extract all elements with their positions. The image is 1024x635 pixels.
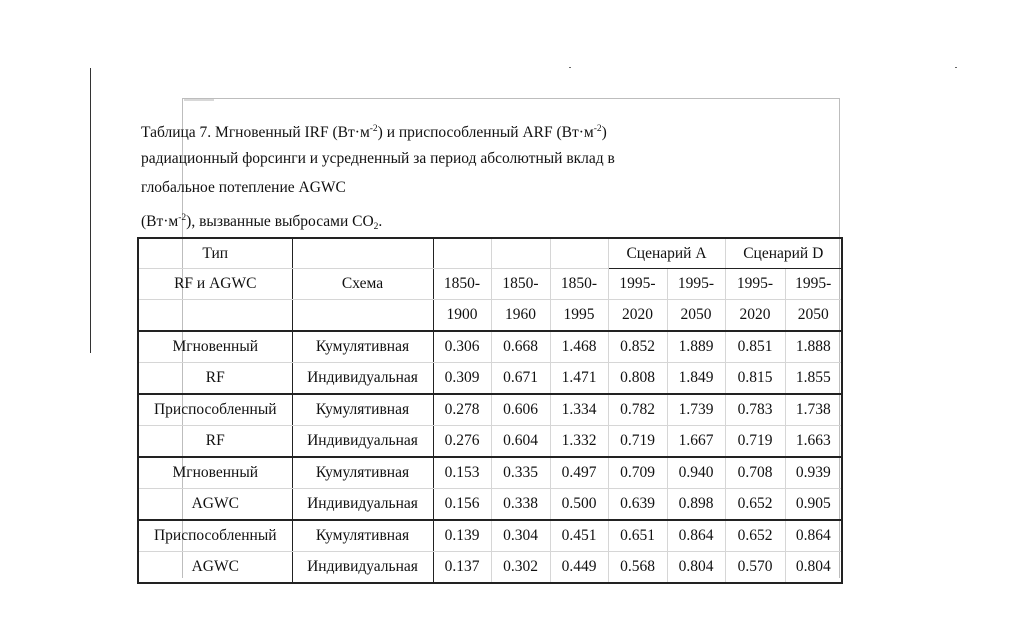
period-header-end: 2020 bbox=[608, 300, 667, 332]
value-cell: 1.738 bbox=[785, 394, 842, 426]
header-row-3 bbox=[138, 300, 842, 332]
table-row bbox=[138, 331, 842, 363]
value-cell: 0.898 bbox=[667, 489, 725, 521]
value-cell: 0.783 bbox=[725, 394, 785, 426]
value-cell: 0.652 bbox=[725, 489, 785, 521]
scheme-cell: Индивидуальная bbox=[292, 426, 433, 458]
value-cell: 0.804 bbox=[785, 552, 842, 584]
type-cell: AGWC bbox=[138, 489, 292, 521]
value-cell: 0.137 bbox=[433, 552, 491, 584]
scheme-cell: Кумулятивная bbox=[292, 457, 433, 489]
period-header-start: 1850- bbox=[550, 269, 608, 300]
period-header-end: 1995 bbox=[550, 300, 608, 332]
frame-anchor bbox=[184, 99, 214, 101]
period-header-end: 1900 bbox=[433, 300, 491, 332]
header-row-2 bbox=[138, 269, 842, 300]
period-header-start: 1850- bbox=[433, 269, 491, 300]
value-cell: 0.864 bbox=[667, 520, 725, 552]
period-header-empty bbox=[491, 238, 550, 269]
scheme-cell: Индивидуальная bbox=[292, 552, 433, 584]
value-cell: 0.568 bbox=[608, 552, 667, 584]
table-row bbox=[138, 426, 842, 458]
type-header-bottom bbox=[138, 300, 292, 332]
value-cell: 0.153 bbox=[433, 457, 491, 489]
value-cell: 0.570 bbox=[725, 552, 785, 584]
type-header-top: Тип bbox=[138, 238, 292, 269]
period-header-start: 1995- bbox=[608, 269, 667, 300]
type-header: RF и AGWC bbox=[138, 269, 292, 300]
value-cell: 0.719 bbox=[608, 426, 667, 458]
value-cell: 0.905 bbox=[785, 489, 842, 521]
value-cell: 0.139 bbox=[433, 520, 491, 552]
value-cell: 1.888 bbox=[785, 331, 842, 363]
value-cell: 0.306 bbox=[433, 331, 491, 363]
period-header-end: 1960 bbox=[491, 300, 550, 332]
table-row bbox=[138, 457, 842, 489]
value-cell: 0.156 bbox=[433, 489, 491, 521]
table-row bbox=[138, 552, 842, 584]
scheme-header: Схема bbox=[292, 269, 433, 300]
value-cell: 0.852 bbox=[608, 331, 667, 363]
table-row bbox=[138, 489, 842, 521]
value-cell: 0.651 bbox=[608, 520, 667, 552]
type-cell: Приспособленный bbox=[138, 394, 292, 426]
scenario-d-header: Сценарий D bbox=[725, 238, 842, 269]
value-cell: 1.739 bbox=[667, 394, 725, 426]
table-body bbox=[138, 238, 842, 583]
table-row bbox=[138, 394, 842, 426]
type-cell: AGWC bbox=[138, 552, 292, 584]
value-cell: 1.468 bbox=[550, 331, 608, 363]
caption-line-4: $(Вт\cdot м^{-2})$, вызванные выбросами $CO_2$. bbox=[141, 213, 383, 232]
value-cell: 0.782 bbox=[608, 394, 667, 426]
value-cell: 1.663 bbox=[785, 426, 842, 458]
value-cell: 0.606 bbox=[491, 394, 550, 426]
value-cell: 0.864 bbox=[785, 520, 842, 552]
forcing-table bbox=[137, 237, 843, 584]
value-cell: 1.889 bbox=[667, 331, 725, 363]
scheme-header-bottom bbox=[292, 300, 433, 332]
scheme-cell: Индивидуальная bbox=[292, 363, 433, 395]
period-header-end: 2020 bbox=[725, 300, 785, 332]
value-cell: 0.497 bbox=[550, 457, 608, 489]
scheme-header-top bbox=[292, 238, 433, 269]
period-header-start: 1995- bbox=[725, 269, 785, 300]
value-cell: 0.652 bbox=[725, 520, 785, 552]
period-header-empty bbox=[550, 238, 608, 269]
scenario-a-header: Сценарий A bbox=[608, 238, 725, 269]
type-cell: Мгновенный bbox=[138, 331, 292, 363]
type-cell: RF bbox=[138, 426, 292, 458]
value-cell: 0.808 bbox=[608, 363, 667, 395]
header-row-1 bbox=[138, 238, 842, 269]
table-row bbox=[138, 363, 842, 395]
value-cell: 0.451 bbox=[550, 520, 608, 552]
page-mark bbox=[955, 67, 957, 68]
period-header-empty bbox=[433, 238, 491, 269]
value-cell: 0.804 bbox=[667, 552, 725, 584]
type-cell: Мгновенный bbox=[138, 457, 292, 489]
value-cell: 0.709 bbox=[608, 457, 667, 489]
period-header-end: 2050 bbox=[667, 300, 725, 332]
value-cell: 0.639 bbox=[608, 489, 667, 521]
value-cell: 1.855 bbox=[785, 363, 842, 395]
value-cell: 0.278 bbox=[433, 394, 491, 426]
value-cell: 0.604 bbox=[491, 426, 550, 458]
scheme-cell: Индивидуальная bbox=[292, 489, 433, 521]
value-cell: 0.335 bbox=[491, 457, 550, 489]
period-header-end: 2050 bbox=[785, 300, 842, 332]
value-cell: 0.939 bbox=[785, 457, 842, 489]
value-cell: 0.304 bbox=[491, 520, 550, 552]
value-cell: 0.668 bbox=[491, 331, 550, 363]
value-cell: 0.309 bbox=[433, 363, 491, 395]
value-cell: 0.815 bbox=[725, 363, 785, 395]
scheme-cell: Кумулятивная bbox=[292, 331, 433, 363]
value-cell: 0.671 bbox=[491, 363, 550, 395]
page-margin-line bbox=[90, 68, 91, 353]
value-cell: 0.708 bbox=[725, 457, 785, 489]
value-cell: 0.940 bbox=[667, 457, 725, 489]
value-cell: 0.302 bbox=[491, 552, 550, 584]
value-cell: 1.332 bbox=[550, 426, 608, 458]
type-cell: Приспособленный bbox=[138, 520, 292, 552]
value-cell: 1.334 bbox=[550, 394, 608, 426]
scheme-cell: Кумулятивная bbox=[292, 520, 433, 552]
period-header-start: 1995- bbox=[785, 269, 842, 300]
value-cell: 0.276 bbox=[433, 426, 491, 458]
table-row bbox=[138, 520, 842, 552]
period-header-start: 1995- bbox=[667, 269, 725, 300]
value-cell: 0.851 bbox=[725, 331, 785, 363]
page-mark bbox=[569, 67, 571, 68]
caption-line-3: глобальное потепление AGWC bbox=[141, 179, 346, 196]
scheme-cell: Кумулятивная bbox=[292, 394, 433, 426]
value-cell: 0.500 bbox=[550, 489, 608, 521]
value-cell: 0.338 bbox=[491, 489, 550, 521]
value-cell: 0.719 bbox=[725, 426, 785, 458]
value-cell: 1.667 bbox=[667, 426, 725, 458]
period-header-start: 1850- bbox=[491, 269, 550, 300]
value-cell: 0.449 bbox=[550, 552, 608, 584]
value-cell: 1.471 bbox=[550, 363, 608, 395]
type-cell: RF bbox=[138, 363, 292, 395]
value-cell: 1.849 bbox=[667, 363, 725, 395]
caption-line-1: Таблица 7. Мгновенный IRF $(Вт\cdot м^{-2})$ и приспособленный ARF $(Вт\cdot м^{-2})$ bbox=[141, 124, 607, 141]
caption-line-2: радиационный форсинги и усредненный за период абсолютный вклад в bbox=[141, 150, 615, 167]
